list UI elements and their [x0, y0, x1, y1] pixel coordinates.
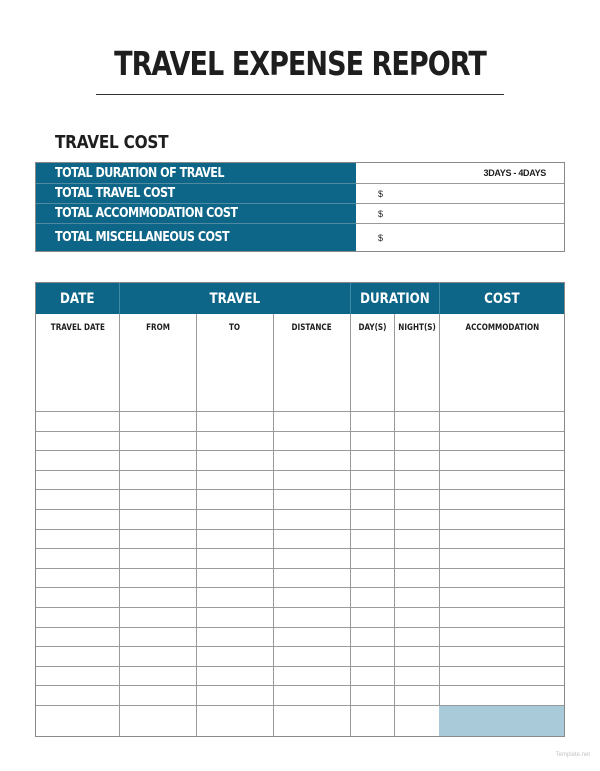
summary-row-travel-cost — [36, 183, 564, 203]
watermark: Template.net — [555, 752, 590, 758]
row-divider — [36, 627, 564, 628]
row-divider — [36, 529, 564, 530]
summary-value-travel-cost[interactable]: $ — [356, 183, 564, 203]
summary-value-misc-cost[interactable]: $ — [356, 223, 564, 251]
header-divider — [439, 283, 440, 314]
expense-table — [35, 282, 565, 737]
header-duration: DURATION — [360, 290, 430, 307]
column-divider — [394, 314, 395, 736]
report-title: TRAVEL EXPENSE REPORT — [114, 44, 486, 83]
travel-cost-summary — [35, 162, 565, 252]
column-divider — [350, 314, 351, 736]
row-divider — [36, 685, 564, 686]
row-divider — [36, 470, 564, 471]
accommodation-total-cell[interactable] — [439, 706, 564, 736]
column-divider — [196, 314, 197, 736]
row-divider — [36, 431, 564, 432]
summary-row-duration — [36, 163, 564, 183]
column-to: TO — [229, 323, 241, 333]
summary-value-accommodation-cost[interactable]: $ — [356, 203, 564, 223]
title-divider — [96, 94, 504, 95]
row-divider — [36, 666, 564, 667]
row-divider — [36, 411, 564, 412]
column-from: FROM — [146, 323, 170, 333]
header-divider — [350, 283, 351, 314]
summary-label: TOTAL TRAVEL COST — [36, 183, 356, 203]
column-divider — [439, 314, 440, 736]
section-heading: TRAVEL COST — [55, 132, 169, 153]
summary-row-accommodation-cost — [36, 203, 564, 223]
row-divider — [36, 548, 564, 549]
column-nights: NIGHT(S) — [398, 323, 436, 333]
header-cost: COST — [484, 290, 520, 307]
summary-value-duration[interactable]: 3DAYS - 4DAYS — [483, 168, 546, 178]
column-divider — [273, 314, 274, 736]
summary-label: TOTAL ACCOMMODATION COST — [36, 203, 356, 223]
row-divider — [36, 450, 564, 451]
column-accommodation: ACCOMMODATION — [465, 323, 539, 333]
header-travel: TRAVEL — [209, 290, 261, 307]
column-travel-date: TRAVEL DATE — [50, 323, 105, 333]
row-divider — [36, 607, 564, 608]
row-divider — [36, 509, 564, 510]
row-divider — [36, 568, 564, 569]
header-date: DATE — [60, 290, 95, 307]
row-divider — [36, 489, 564, 490]
summary-label: TOTAL MISCELLANEOUS COST — [36, 223, 356, 251]
summary-row-misc-cost — [36, 223, 564, 251]
column-days: DAY(S) — [358, 323, 387, 333]
header-divider — [119, 283, 120, 314]
row-divider — [36, 587, 564, 588]
column-distance: DISTANCE — [291, 323, 333, 333]
column-divider — [119, 314, 120, 736]
summary-label: TOTAL DURATION OF TRAVEL — [36, 163, 356, 183]
row-divider — [36, 646, 564, 647]
